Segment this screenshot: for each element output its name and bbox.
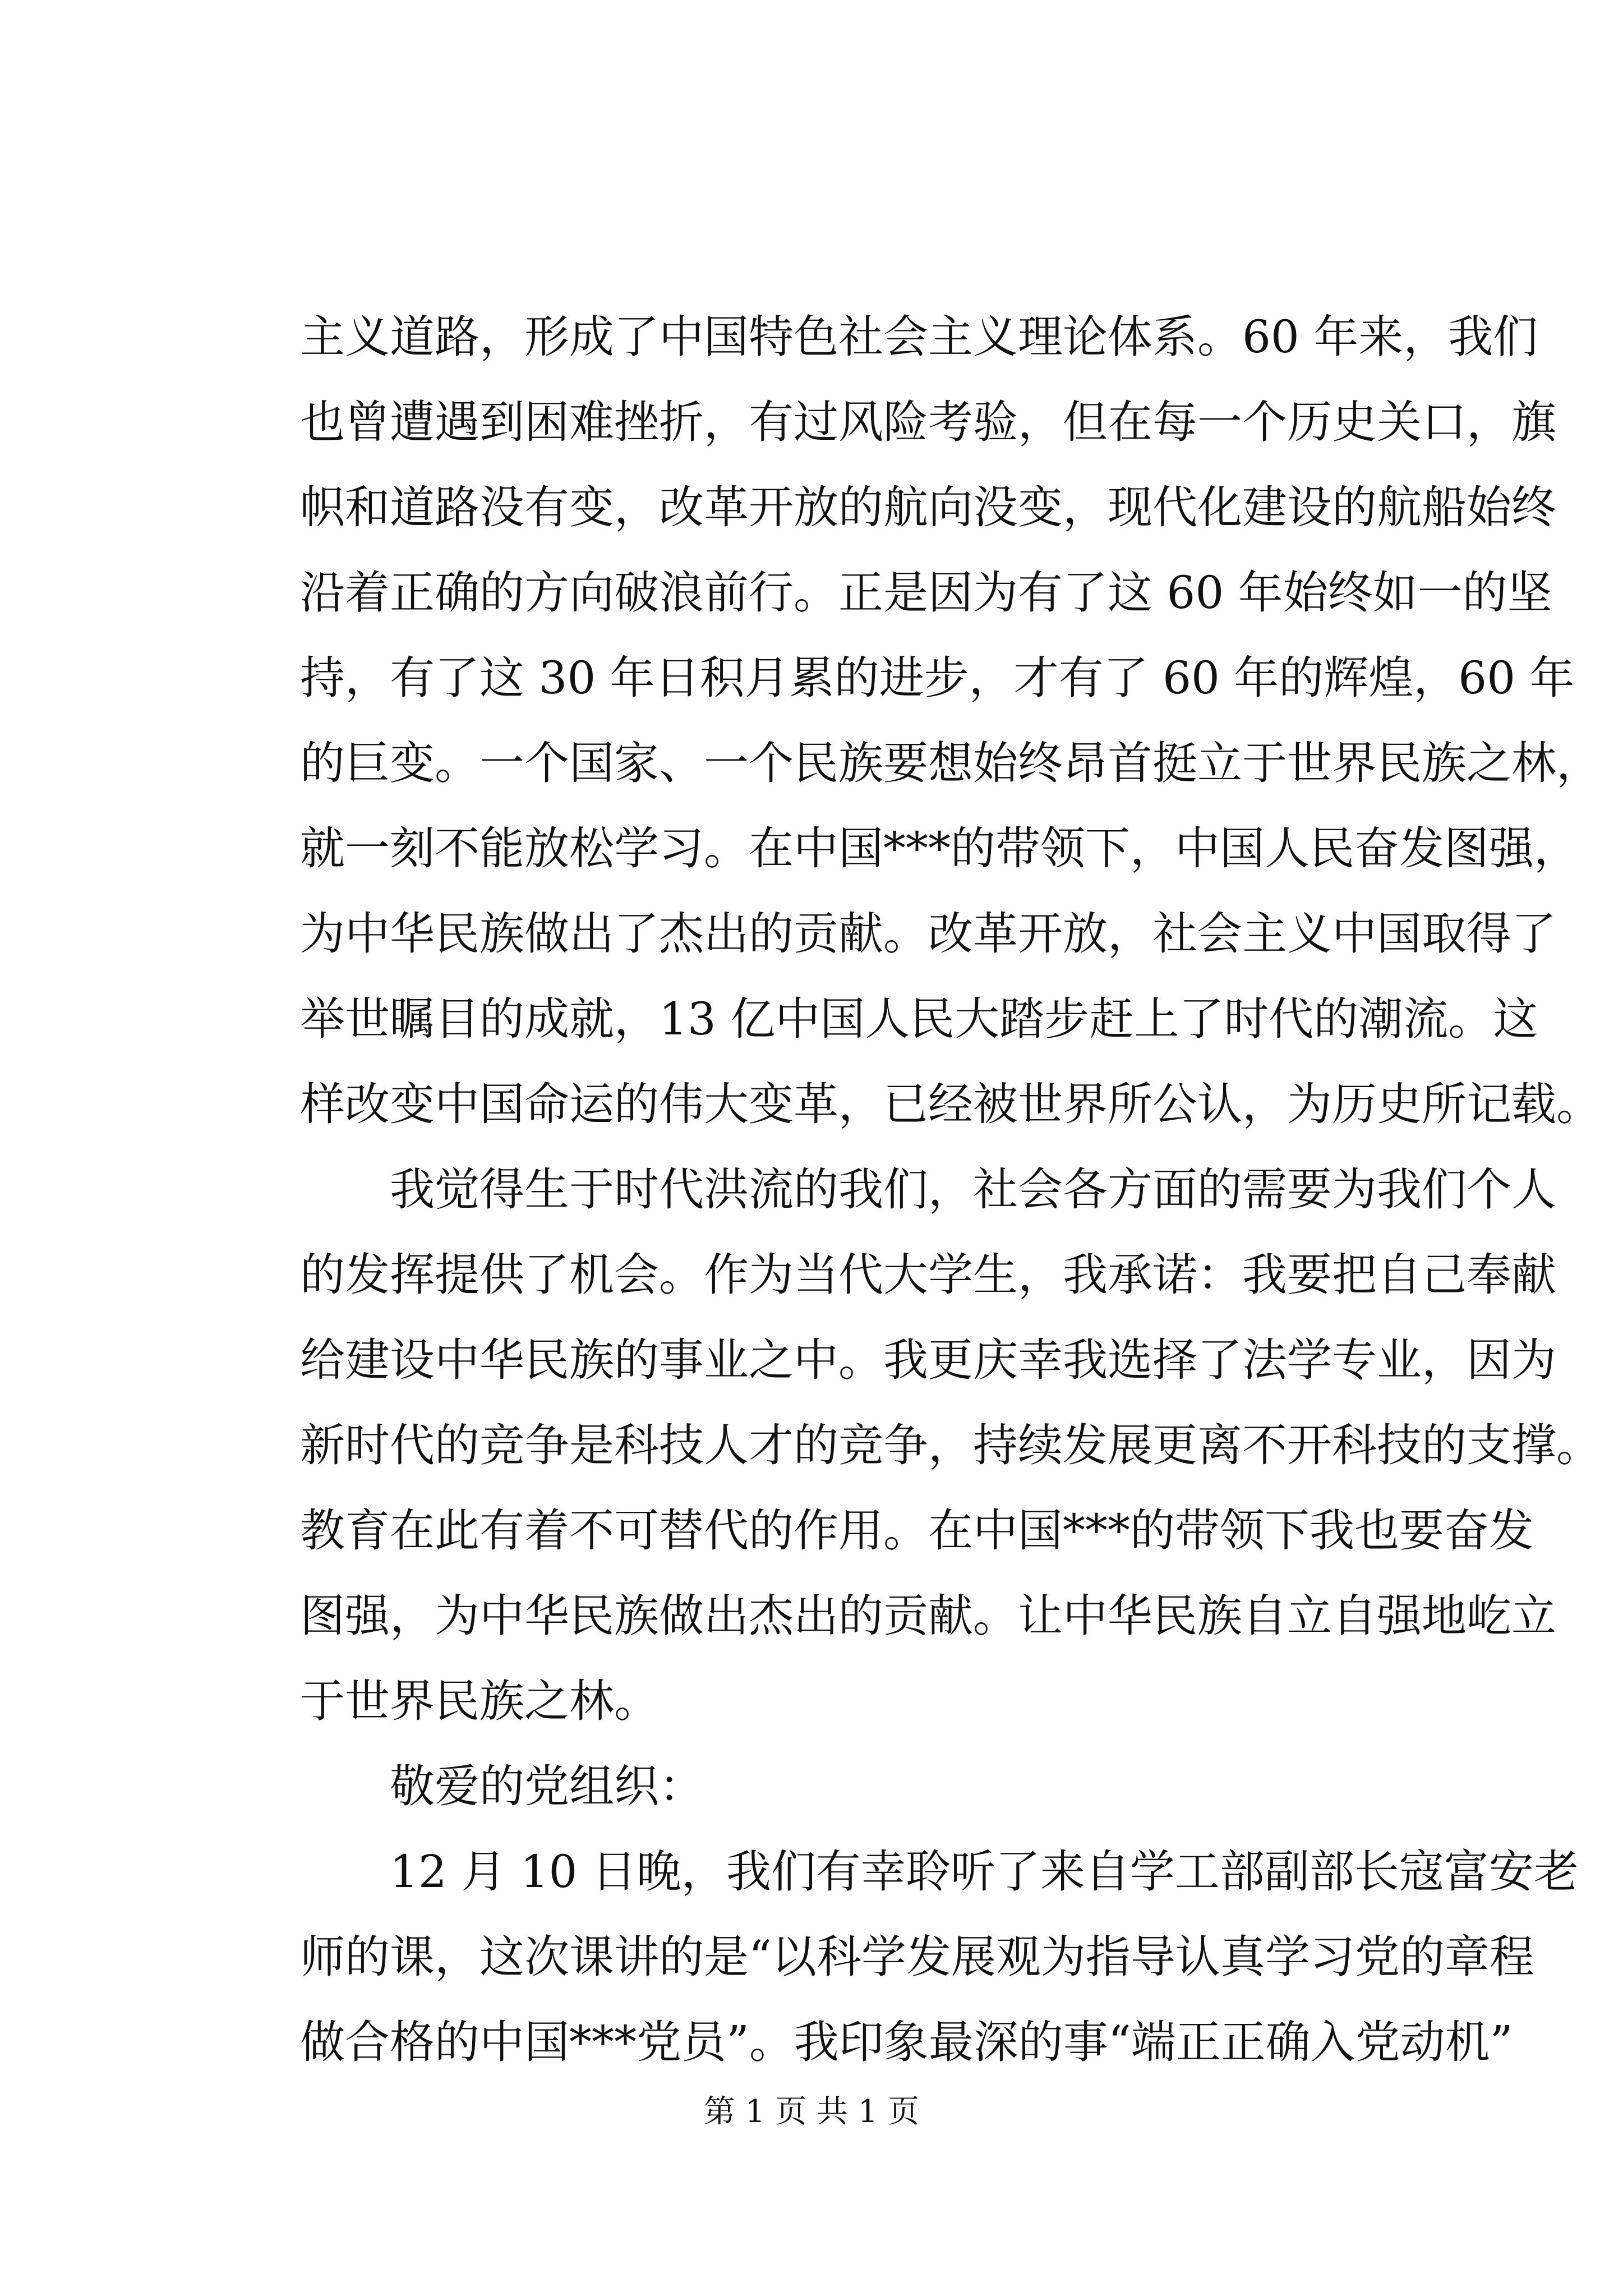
text-line: 给建设中华民族的事业之中。我更庆幸我选择了法学专业，因为 — [300, 1334, 1556, 1386]
salutation-line: 敬爱的党组织： — [390, 1760, 704, 1812]
text-line: 也曾遭遇到困难挫折，有过风险考验，但在每一个历史关口，旗 — [300, 396, 1556, 448]
text-line: 新时代的竞争是科技人才的竞争，持续发展更离不开科技的支撑。 — [300, 1419, 1601, 1471]
text-line: 做合格的中国***党员”。我印象最深的事“端正正确入党动机” — [300, 2016, 1513, 2068]
text-line: 于世界民族之林。 — [300, 1675, 659, 1727]
paragraph-start-line: 12 月 10 日晚，我们有幸聆听了来自学工部副部长寇富安老 — [390, 1846, 1579, 1898]
text-line: 的发挥提供了机会。作为当代大学生，我承诺：我要把自己奉献 — [300, 1249, 1556, 1301]
text-line: 样改变中国命运的伟大变革，已经被世界所公认，为历史所记载。 — [300, 1078, 1601, 1130]
text-line: 的巨变。一个国家、一个民族要想始终昂首挺立于世界民族之林， — [300, 737, 1601, 789]
text-line: 师的课，这次课讲的是“以科学发展观为指导认真学习党的章程 — [300, 1931, 1534, 1983]
text-line: 图强，为中华民族做出杰出的贡献。让中华民族自立自强地屹立 — [300, 1590, 1556, 1642]
text-line: 举世瞩目的成就，13 亿中国人民大踏步赶上了时代的潮流。这 — [300, 993, 1538, 1045]
text-line: 主义道路，形成了中国特色社会主义理论体系。60 年来，我们 — [300, 311, 1538, 363]
text-line: 持，有了这 30 年日积月累的进步，才有了 60 年的辉煌，60 年 — [300, 652, 1575, 704]
page-footer: 第 1 页 共 1 页 — [703, 2093, 920, 2130]
text-line: 帜和道路没有变，改革开放的航向没变，现代化建设的航船始终 — [300, 481, 1556, 533]
text-line: 为中华民族做出了杰出的贡献。改革开放，社会主义中国取得了 — [300, 908, 1556, 960]
text-line: 就一刻不能放松学习。在中国***的带领下，中国人民奋发图强， — [300, 822, 1579, 875]
text-line: 教育在此有着不可替代的作用。在中国***的带领下我也要奋发 — [300, 1504, 1534, 1557]
document-body — [300, 295, 1601, 2085]
text-line: 沿着正确的方向破浪前行。正是因为有了这 60 年始终如一的坚 — [300, 567, 1552, 619]
paragraph-start-line: 我觉得生于时代洪流的我们，社会各方面的需要为我们个人 — [390, 1163, 1556, 1216]
